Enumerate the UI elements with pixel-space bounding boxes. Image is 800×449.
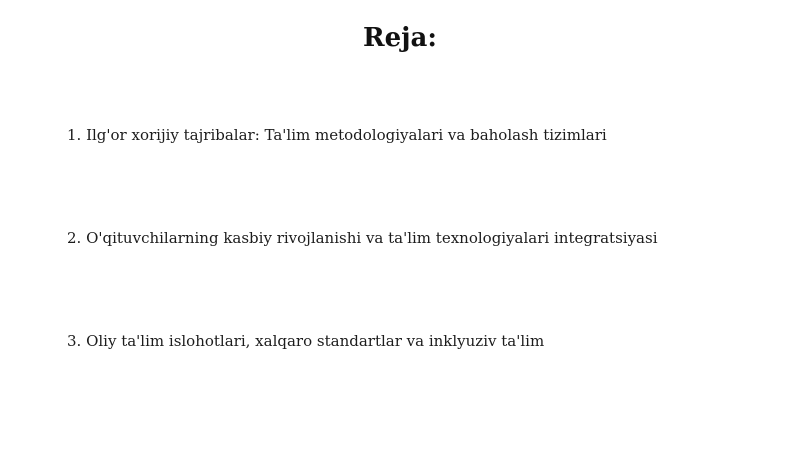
plan-item-2: 2. O'qituvchilarning kasbiy rivojlanishi va ta'lim texnologiyalari integratsiyasi [67,229,658,247]
plan-item-1: 1. Ilg'or xorijiy tajribalar: Ta'lim metodologiyalari va baholash tizimlari [67,126,607,144]
slide-title: Reja: [362,23,437,53]
plan-item-3: 3. Oliy ta'lim islohotlari, xalqaro standartlar va inklyuziv ta'lim [67,332,545,350]
